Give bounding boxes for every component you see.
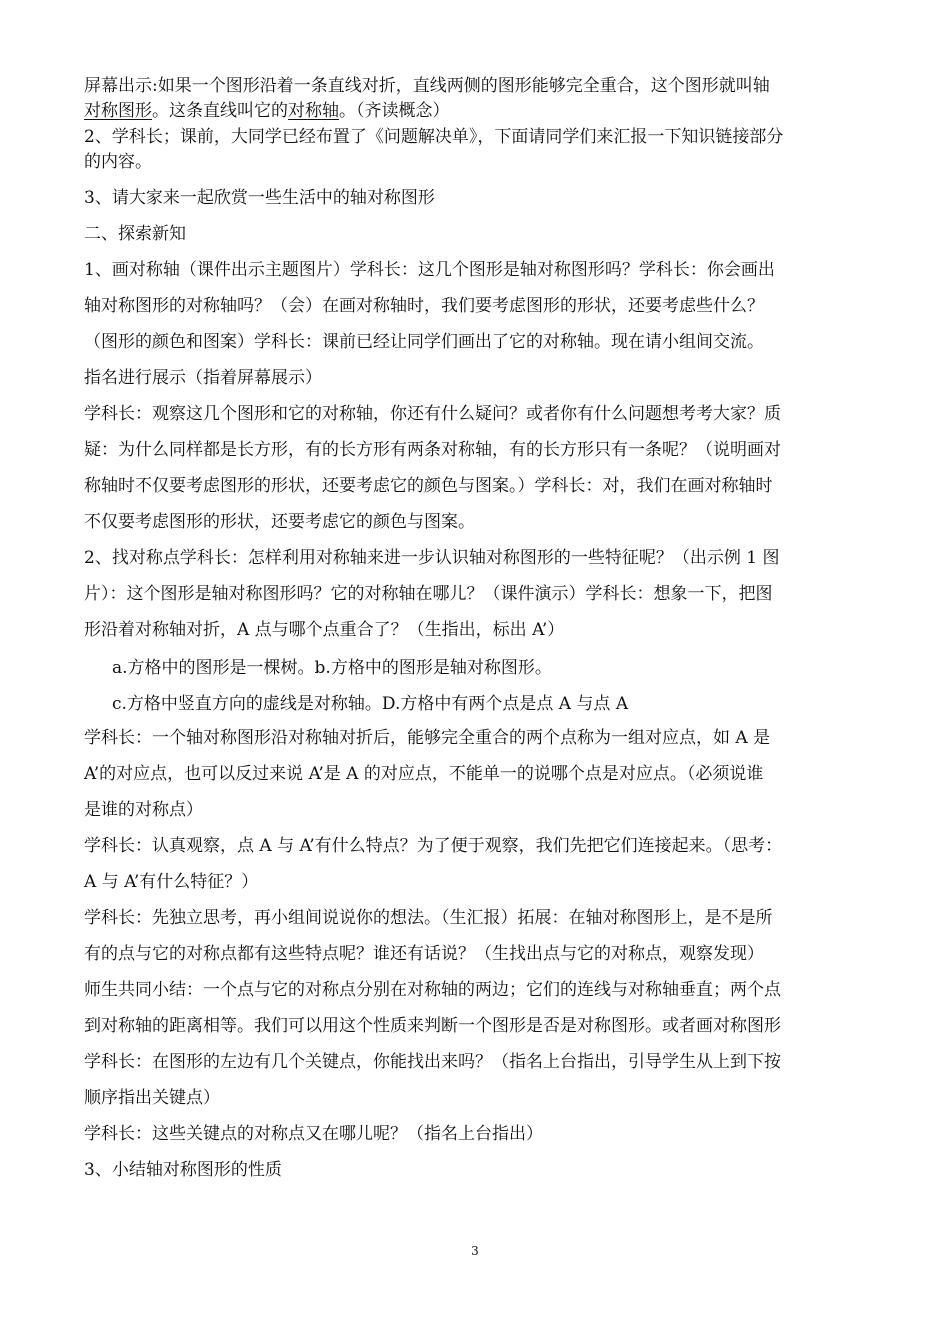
text-line (84, 1014, 884, 1038)
text-line (84, 510, 884, 534)
text-segment: A 与 A’有什么特征？） (84, 872, 259, 892)
text-line (84, 99, 884, 123)
text-segment: c.方格中竖直方向的虚线是对称轴。D.方格中有两个点是点 A 与点 A (112, 694, 629, 714)
text-line (84, 330, 884, 354)
text-segment: 学科长：观察这几个图形和它的对称轴，你还有什么疑问？或者你有什么问题想考考大家？质 (84, 404, 781, 424)
text-line (84, 474, 884, 498)
text-segment: 2、找对称点学科长：怎样利用对称轴来进一步认识轴对称图形的一些特征呢？（出示例 1 图 (84, 548, 780, 568)
text-line (112, 656, 912, 680)
text-segment: 1、画对称轴（课件出示主题图片）学科长：这几个图形是轴对称图形吗？学科长：你会画出 (84, 260, 775, 280)
text-line (84, 978, 884, 1002)
text-segment: 称轴时不仅要考虑图形的形状，还要考虑它的颜色与图案。）学科长：对，我们在画对称轴时 (84, 476, 773, 496)
text-segment: a.方格中的图形是一棵树。b.方格中的图形是轴对称图形。 (112, 658, 552, 678)
underlined-term: 对称轴 (288, 101, 339, 121)
text-segment: 的内容。 (84, 152, 152, 172)
text-segment: （图形的颜色和图案）学科长：课前已经让同学们画出了它的对称轴。现在请小组间交流。 (84, 332, 764, 352)
text-line (112, 692, 912, 716)
text-segment: 是谁的对称点） (84, 800, 203, 820)
text-line (84, 1122, 884, 1146)
text-line (84, 438, 884, 462)
text-segment: 学科长：一个轴对称图形沿对称轴对折后，能够完全重合的两个点称为一组对应点，如 A 是 (84, 728, 771, 748)
text-line (84, 1086, 884, 1110)
text-segment: 轴对称图形的对称轴吗？（会）在画对称轴时，我们要考虑图形的形状，还要考虑些什么？ (84, 296, 764, 316)
text-segment: 2、学科长；课前，大同学已经布置了《问题解决单》，下面请同学们来汇报一下知识链接部分 (84, 127, 784, 147)
text-segment: 顺序指出关键点） (84, 1088, 220, 1108)
text-segment: 。（齐读概念） (339, 101, 450, 121)
text-segment: 屏幕出示:如果一个图形沿着一条直线对折，直线两侧的图形能够完全重合，这个图形就叫轴 (84, 76, 770, 96)
text-line (84, 798, 884, 822)
text-line (84, 258, 884, 282)
text-line (84, 618, 884, 642)
text-line (84, 1050, 884, 1074)
text-line (84, 582, 884, 606)
text-line (84, 942, 884, 966)
text-segment: 二、探索新知 (84, 224, 186, 244)
text-segment: 3、小结轴对称图形的性质 (84, 1160, 282, 1180)
text-segment: 师生共同小结：一个点与它的对称点分别在对称轴的两边；它们的连线与对称轴垂直；两个点 (84, 980, 781, 1000)
text-line (84, 906, 884, 930)
text-segment: 有的点与它的对称点都有这些特点呢？谁还有话说？（生找出点与它的对称点，观察发现） (84, 944, 764, 964)
text-line (84, 294, 884, 318)
text-segment: 片）：这个图形是轴对称图形吗？它的对称轴在哪儿？（课件演示）学科长：想象一下，把图 (84, 584, 773, 604)
text-line (84, 762, 884, 786)
text-line (84, 125, 884, 149)
text-line (84, 186, 884, 210)
text-line (84, 366, 884, 390)
text-line (84, 74, 884, 98)
text-segment: 3、请大家来一起欣赏一些生活中的轴对称图形 (84, 188, 435, 208)
text-segment: 学科长：认真观察，点 A 与 A’有什么特点？为了便于观察，我们先把它们连接起来。（思考： (84, 836, 783, 856)
text-line (84, 870, 884, 894)
text-line (84, 150, 884, 174)
text-segment: 指名进行展示（指着屏幕展示） (84, 368, 322, 388)
text-segment: A’的对应点，也可以反过来说 A’是 A 的对应点，不能单一的说哪个点是对应点。（必须说谁 (84, 764, 764, 784)
text-segment: 学科长：这些关键点的对称点又在哪儿呢？（指名上台指出） (84, 1124, 543, 1144)
page-number: 3 (471, 1244, 479, 1258)
text-segment: 疑：为什么同样都是长方形，有的长方形有两条对称轴，有的长方形只有一条呢？（说明画对 (84, 440, 781, 460)
text-line (84, 222, 884, 246)
text-segment: 不仅要考虑图形的形状，还要考虑它的颜色与图案。 (84, 512, 475, 532)
text-line (84, 1158, 884, 1182)
text-segment: 学科长：在图形的左边有几个关键点，你能找出来吗？（指名上台指出，引导学生从上到下按 (84, 1052, 781, 1072)
text-line (84, 546, 884, 570)
text-segment: 学科长：先独立思考，再小组间说说你的想法。（生汇报）拓展：在轴对称图形上，是不是所 (84, 908, 773, 928)
text-segment: 到对称轴的距离相等。我们可以用这个性质来判断一个图形是否是对称图形。或者画对称图形 (84, 1016, 781, 1036)
underlined-term: 对称图形 (84, 101, 152, 121)
text-line (84, 834, 884, 858)
text-segment: 形沿着对称轴对折，A 点与哪个点重合了？（生指出，标出 A’） (84, 620, 565, 640)
text-segment: 。这条直线叫它的 (152, 101, 288, 121)
text-line (84, 402, 884, 426)
text-line (84, 726, 884, 750)
